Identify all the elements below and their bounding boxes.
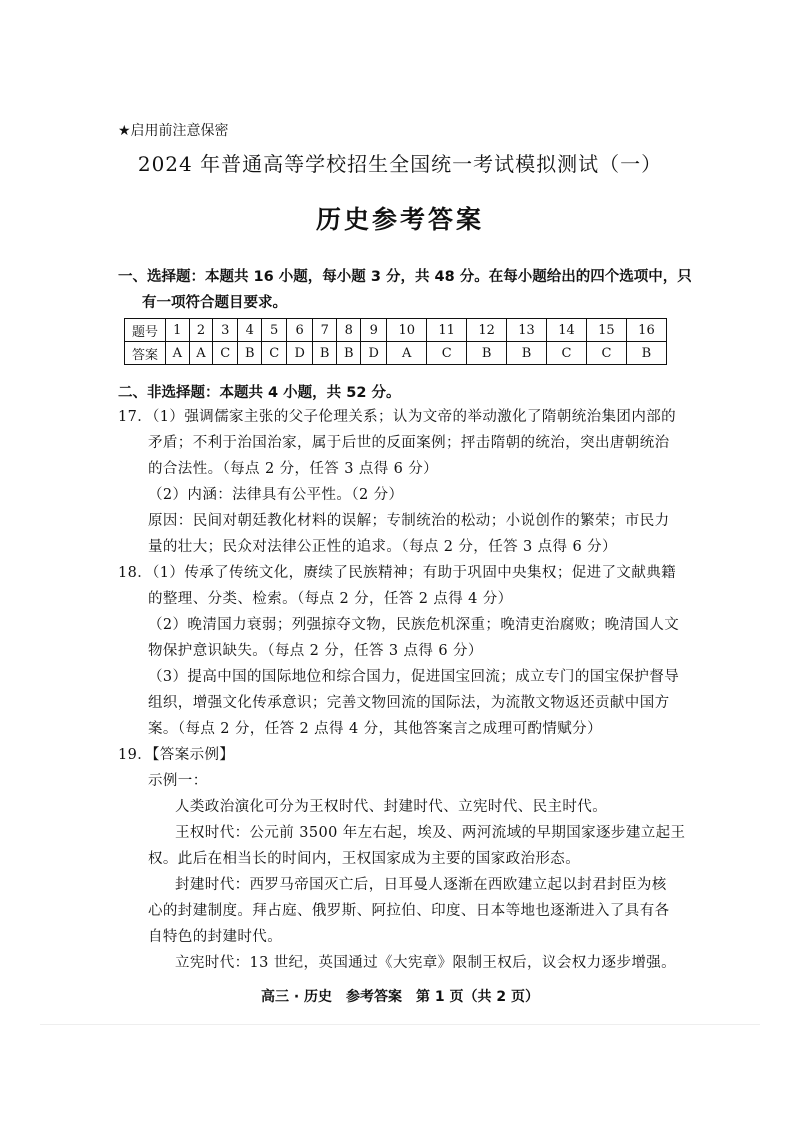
question-number: 8: [337, 319, 361, 342]
q19-line: 示例一：: [148, 773, 208, 789]
q19-line: 封建时代：西罗马帝国灭亡后，日耳曼人逐渐在西欧建立起以封君封臣为核: [175, 877, 667, 893]
q17-line: 矛盾；不利于治国治家，属于后世的反面案例；抨击隋朝的统治，突出唐朝统治: [148, 435, 670, 451]
q17-line: 原因：民间对朝廷教化材料的误解；专制统治的松动；小说创作的繁荣；市民力: [148, 513, 670, 529]
question-number: 5: [262, 319, 287, 342]
table-row-numbers: [125, 319, 667, 342]
answer-cell: B: [467, 342, 507, 365]
answer-cell: B: [626, 342, 666, 365]
answer-cell: B: [238, 342, 262, 365]
answer-cell: B: [507, 342, 547, 365]
answer-cell: C: [262, 342, 287, 365]
q18-line: 案。（每点 2 分，任答 2 点得 4 分，其他答案言之成理可酌情赋分）: [148, 721, 602, 737]
question-number: 4: [238, 319, 262, 342]
answer-cell: A: [166, 342, 190, 365]
q18-line: （3）提高中国的国际地位和综合国力，促进国宝回流；成立专门的国宝保护督导: [148, 669, 680, 685]
q19-line: 立宪时代：13 世纪，英国通过《大宪章》限制王权后，议会权力逐步增强。: [175, 955, 677, 971]
question-number: 10: [387, 319, 427, 342]
question-number: 2: [189, 319, 213, 342]
answer-cell: C: [427, 342, 467, 365]
scan-edge-divider: [40, 1024, 760, 1025]
q19-line: 心的封建制度。拜占庭、俄罗斯、阿拉伯、印度、日本等地也逐渐进入了具有各: [148, 903, 670, 919]
answer-cell: A: [189, 342, 213, 365]
question-number: 14: [547, 319, 587, 342]
q19-line: 19．【答案示例】: [118, 747, 235, 763]
answer-cell: C: [547, 342, 587, 365]
answer-cell: C: [213, 342, 238, 365]
section1-heading: 一、选择题：本题共 16 小题，每小题 3 分，共 48 分。在每小题给出的四个选项中，只: [118, 269, 692, 285]
q17-line: 的合法性。（每点 2 分，任答 3 点得 6 分）: [148, 461, 439, 477]
question-number: 15: [586, 319, 626, 342]
question-number: 9: [361, 319, 387, 342]
question-number: 3: [213, 319, 238, 342]
answer-cell: D: [287, 342, 313, 365]
section1-heading-cont: 有一项符合题目要求。: [142, 295, 287, 311]
q18-line: 组织，增强文化传承意识；完善文物回流的国际法，为流散文物返还贡献中国方: [148, 695, 670, 711]
q18-line: 18．（1）传承了传统文化，赓续了民族精神；有助于巩固中央集权；促进了文献典籍: [118, 565, 677, 581]
page-title: 历史参考答案: [315, 205, 484, 234]
answer-cell: C: [586, 342, 626, 365]
table-row-answers: [125, 342, 667, 365]
answer-table: [124, 318, 667, 365]
q18-line: 的整理、分类、检索。（每点 2 分，任答 2 点得 4 分）: [148, 591, 513, 607]
question-number: 16: [626, 319, 666, 342]
answer-cell: D: [361, 342, 387, 365]
section2-heading: 二、非选择题：本题共 4 小题，共 52 分。: [118, 385, 401, 401]
q17-line: （2）内涵：法律具有公平性。（2 分）: [148, 487, 404, 503]
answer-cell: B: [313, 342, 337, 365]
answer-cell: B: [337, 342, 361, 365]
row-label-answers: 答案: [125, 342, 166, 365]
q19-line: 王权时代：公元前 3500 年左右起，埃及、两河流域的早期国家逐步建立起王: [175, 825, 686, 841]
confidential-note: ★启用前注意保密: [118, 123, 229, 139]
q17-line: 量的壮大；民众对法律公正性的追求。（每点 2 分，任答 3 点得 6 分）: [148, 539, 617, 555]
q19-line: 权。此后在相当长的时间内，王权国家成为主要的国家政治形态。: [148, 851, 581, 867]
exam-title: 2024 年普通高等学校招生全国统一考试模拟测试（一）: [137, 152, 663, 176]
question-number: 12: [467, 319, 507, 342]
row-label-numbers: 题号: [125, 319, 166, 342]
q19-line: 人类政治演化可分为王权时代、封建时代、立宪时代、民主时代。: [175, 799, 608, 815]
q19-line: 自特色的封建时代。: [148, 929, 283, 945]
question-number: 1: [166, 319, 190, 342]
question-number: 13: [507, 319, 547, 342]
q18-line: （2）晚清国力衰弱；列强掠夺文物，民族危机深重；晚清吏治腐败；晚清国人文: [148, 617, 680, 633]
question-number: 6: [287, 319, 313, 342]
answer-cell: A: [387, 342, 427, 365]
q17-line: 17．（1）强调儒家主张的父子伦理关系；认为文帝的举动激化了隋朝统治集团内部的: [118, 409, 677, 425]
question-number: 11: [427, 319, 467, 342]
page-footer: 高三 · 历史 参考答案 第 1 页（共 2 页）: [260, 989, 540, 1005]
question-number: 7: [313, 319, 337, 342]
q18-line: 物保护意识缺失。（每点 2 分，任答 3 点得 6 分）: [148, 643, 483, 659]
